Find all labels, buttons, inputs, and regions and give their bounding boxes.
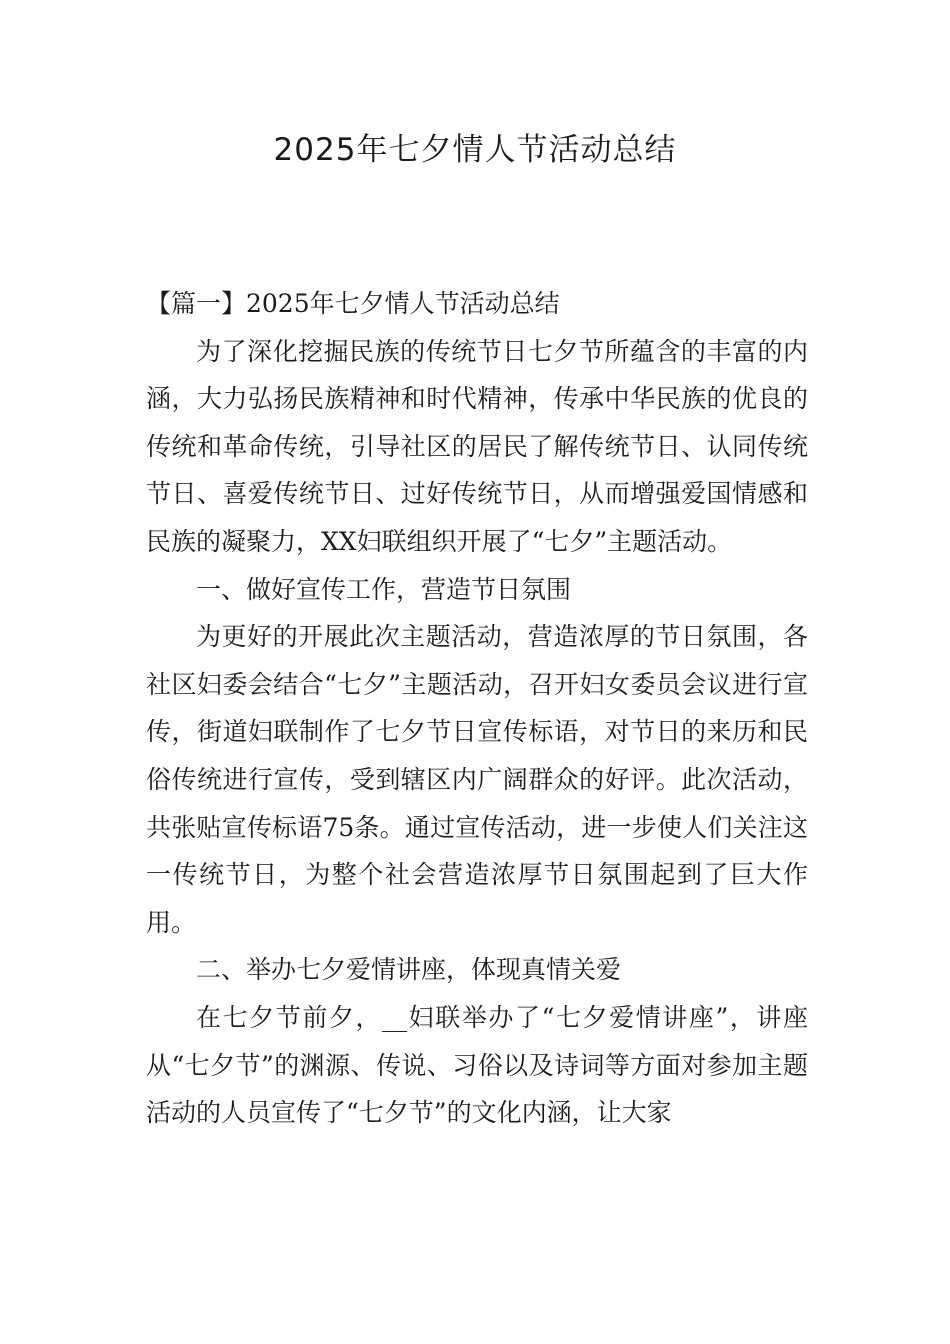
- heading-section-2: 二、举办七夕爱情讲座，体现真情关爱: [196, 955, 622, 985]
- paragraph-intro: 为了深化挖掘民族的传统节日七夕节所蕴含的丰富的内涵，大力弘扬民族精神和时代精神，传承中华民族的优良的传统和革命传统，引导社区的居民了解传统节日、认同传统节日、喜爱传统节日、过好传统节日，从而增强爱国情感和民族的凝聚力，XX妇联组织开展了“七夕”主题活动。: [146, 336, 808, 556]
- heading-section-1: 一、做好宣传工作，营造节日氛围: [196, 574, 572, 604]
- document-title: 2025年七夕情人节活动总结: [273, 132, 677, 168]
- document-body: [146, 280, 808, 1137]
- paragraph-section-1: 为更好的开展此次主题活动，营造浓厚的节日氛围，各社区妇委会结合“七夕”主题活动，召开妇女委员会议进行宣传，街道妇联制作了七夕节日宣传标语，对节日的来历和民俗传统进行宣传，受到辖区内广阔群众的好评。此次活动，共张贴宣传标语75条。通过宣传活动，进一步使人们关注这一传统节日，为整个社会营造浓厚节日氛围起到了巨大作用。: [146, 622, 808, 937]
- section-heading: 【篇一】2025年七夕情人节活动总结: [146, 289, 560, 318]
- paragraph-section-2: 在七夕节前夕，__妇联举办了“七夕爱情讲座”，讲座从“七夕节”的渊源、传说、习俗以及诗词等方面对参加主题活动的人员宣传了“七夕节”的文化内涵，让大家: [146, 1002, 808, 1128]
